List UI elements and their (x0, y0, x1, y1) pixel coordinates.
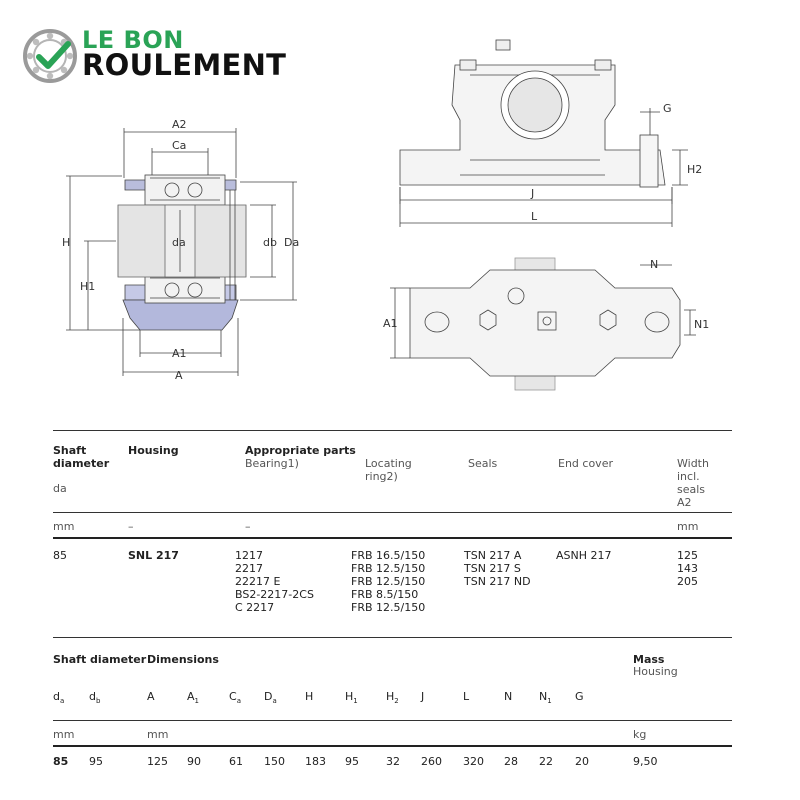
col-Da: $D_a$ (264, 690, 277, 706)
cell-mass: 9,50 (633, 755, 658, 768)
cell-Da: 150 (264, 755, 285, 768)
divider (53, 537, 732, 539)
logo-line1: LE BON (82, 26, 184, 54)
header-shaft-diameter-2: Shaft diameter (53, 653, 147, 666)
unit-shaft-2: mm (53, 728, 75, 741)
width-item: 143 (677, 562, 698, 575)
bearing-item: 2217 (235, 562, 263, 575)
logo (22, 26, 302, 86)
col-N: N (504, 690, 513, 703)
unit-mass: kg (633, 728, 647, 741)
width-item: 205 (677, 575, 698, 588)
row-seals (464, 549, 531, 588)
label-A1: A1 (172, 347, 187, 360)
row-housing: SNL 217 (128, 549, 179, 562)
seal-item: TSN 217 ND (464, 575, 531, 588)
cell-Ca: 61 (229, 755, 243, 768)
row-bearings (235, 549, 314, 614)
unit-width: mm (677, 520, 699, 533)
col-Ca: $C_a$ (229, 690, 241, 706)
cell-N: 28 (504, 755, 518, 768)
header-appropriate-parts: Appropriate parts (245, 444, 356, 457)
header-dimensions: Dimensions (147, 653, 219, 666)
label-Da: Da (284, 236, 300, 249)
divider (53, 430, 732, 431)
unit-dimensions: mm (147, 728, 169, 741)
col-G: G (575, 690, 584, 703)
row-locating-rings (351, 549, 425, 614)
col-H1: $H_1$ (345, 690, 358, 706)
header-mass: Mass (633, 653, 665, 666)
col-L: L (463, 690, 470, 703)
cell-H1: 95 (345, 755, 359, 768)
unit-bearing: – (245, 520, 251, 533)
ring-item: FRB 12.5/150 (351, 601, 426, 614)
seal-item: TSN 217 S (464, 562, 521, 575)
header-mass-housing: Housing (633, 665, 678, 678)
col-H2: $H_2$ (386, 690, 399, 706)
col-A: A (147, 690, 155, 703)
row-end-cover: ASNH 217 (556, 549, 612, 562)
header-end-cover: End cover (558, 457, 613, 470)
label-N1: N1 (694, 318, 710, 331)
unit-shaft: mm (53, 520, 75, 533)
bearing-item: BS2-2217-2CS (235, 588, 314, 601)
divider (53, 637, 732, 638)
cell-da: 85 (53, 755, 69, 768)
header-shaft-diameter: Shaft diameter (53, 444, 110, 470)
ring-item: FRB 12.5/150 (351, 575, 426, 588)
divider (53, 720, 732, 721)
header-bearing: Bearing1) (245, 457, 299, 470)
housing-plan-drawing (380, 250, 715, 395)
header-seals: Seals (468, 457, 498, 470)
label-N: N (650, 258, 659, 271)
col-N1: $N_1$ (539, 690, 552, 706)
label-Ca: Ca (172, 139, 187, 152)
ring-item: FRB 12.5/150 (351, 562, 426, 575)
bearing-item: 22217 E (235, 575, 281, 588)
row-widths (677, 549, 698, 588)
cell-J: 260 (421, 755, 442, 768)
row-shaft: 85 (53, 549, 67, 562)
label-L: L (531, 210, 538, 223)
cell-db: 95 (89, 755, 103, 768)
logo-line2: ROULEMENT (82, 48, 287, 82)
label-A1-plan: A1 (383, 317, 398, 330)
label-H2: H2 (687, 163, 703, 176)
bearing-item: 1217 (235, 549, 263, 562)
label-A: A (175, 369, 183, 382)
label-da: da (172, 236, 186, 249)
cell-A1: 90 (187, 755, 201, 768)
divider (53, 512, 732, 513)
label-db: db (263, 236, 277, 249)
housing-front-drawing (385, 35, 715, 230)
col-A1: $A_1$ (187, 690, 199, 706)
ring-item: FRB 8.5/150 (351, 588, 419, 601)
col-H: H (305, 690, 314, 703)
cell-G: 20 (575, 755, 589, 768)
header-shaft-symbol: da (53, 482, 67, 495)
label-A2: A2 (172, 118, 187, 131)
cell-A: 125 (147, 755, 168, 768)
seal-item: TSN 217 A (464, 549, 522, 562)
ring-item: FRB 16.5/150 (351, 549, 426, 562)
cell-L: 320 (463, 755, 484, 768)
cell-H2: 32 (386, 755, 400, 768)
bearing-item: C 2217 (235, 601, 275, 614)
unit-housing: – (128, 520, 134, 533)
bearing-check-logo-icon (22, 28, 78, 84)
divider (53, 745, 732, 747)
label-H: H (62, 236, 71, 249)
label-J: J (531, 187, 535, 200)
width-item: 125 (677, 549, 698, 562)
housing-section-drawing (55, 110, 315, 385)
col-J: J (421, 690, 425, 703)
label-G: G (663, 102, 672, 115)
label-H1: H1 (80, 280, 96, 293)
col-da: $d_a$ (53, 690, 65, 706)
header-housing: Housing (128, 444, 179, 457)
header-width: Width incl. seals A2 (677, 457, 709, 509)
col-db: $d_b$ (89, 690, 101, 706)
cell-N1: 22 (539, 755, 553, 768)
header-locating-ring: Locating ring2) (365, 457, 412, 483)
cell-H: 183 (305, 755, 326, 768)
